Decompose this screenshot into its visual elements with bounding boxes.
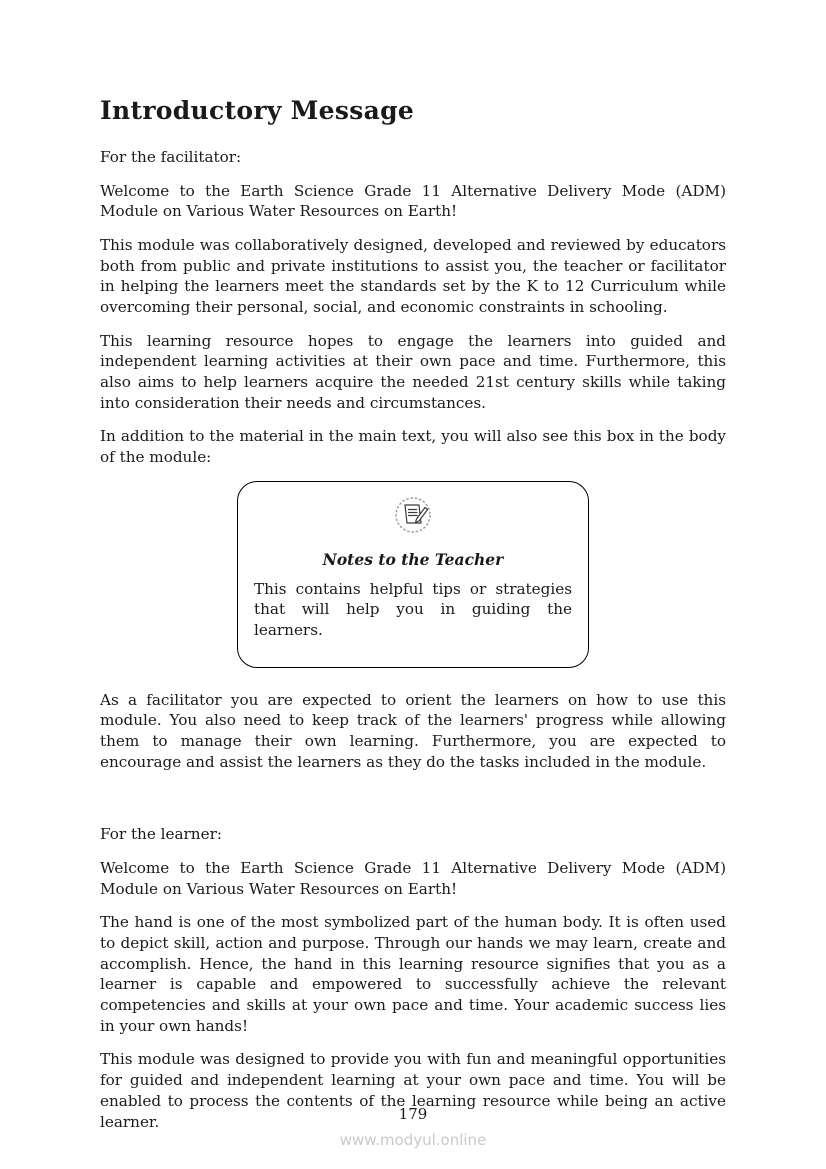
notes-icon-wrap xyxy=(254,492,572,542)
facilitator-label: For the facilitator: xyxy=(100,148,242,166)
paragraph-facilitator-welcome: Welcome to the Earth Science Grade 11 Alternative Delivery Mode (ADM) Module on Various Water Resources on Earth! xyxy=(100,181,726,221)
notes-to-teacher-box xyxy=(237,481,589,668)
learner-label: For the learner: xyxy=(100,825,222,844)
watermark: www.modyul.online xyxy=(339,1131,487,1149)
paragraph-collaboration: This module was collaboratively designed, developed and reviewed by educators both from public and private institutions to assist you, the teacher or facilitator in helping the learners meet the standards set by the K to 12 Curriculum while overcoming their personal, social, and economic constraints in schooling. xyxy=(100,236,726,317)
note-with-pencil-icon xyxy=(390,492,436,542)
paragraph-box-intro: In addition to the material in the main text, you will also see this box in the body of the module: xyxy=(100,427,726,467)
paragraph-facilitator-expectations: As a facilitator you are expected to orient the learners on how to use this module. You also need to keep track of the learners' progress while allowing them to manage their own learning. Furthermore, you are expected to encourage and assist the learners as they do the tasks included in the module. xyxy=(100,690,726,771)
paragraph-hand-symbol: The hand is one of the most symbolized part of the human body. It is often used to depict skill, action and purpose. Through our hands we may learn, create and accomplish. Hence, the hand in this learning resource signifies that you as a learner is capable and empowered to successfully achieve the relevant competencies and skills at your own pace and time. Your academic success lies in your own hands! xyxy=(100,913,726,1035)
page-number: 179 xyxy=(398,1105,428,1123)
paragraph-resource-hope: This learning resource hopes to engage the learners into guided and independent learning activities at their own pace and time. Furthermore, this also aims to help learners acquire the needed 21st century skills while taking into consideration their needs and circumstances. xyxy=(100,331,726,412)
notes-box-body: This contains helpful tips or strategies that will help you in guiding the learners. xyxy=(254,579,572,640)
notes-box-title: Notes to the Teacher xyxy=(322,549,504,569)
paragraph-learner-welcome: Welcome to the Earth Science Grade 11 Alternative Delivery Mode (ADM) Module on Various Water Resources on Earth! xyxy=(100,859,726,898)
paragraph-module-design: This module was designed to provide you with fun and meaningful opportunities for guided and independent learning at your own pace and time. You will be enabled to process the contents of the learning resource while being an active learner. xyxy=(100,1050,726,1131)
page-title: Introductory Message xyxy=(100,96,415,125)
